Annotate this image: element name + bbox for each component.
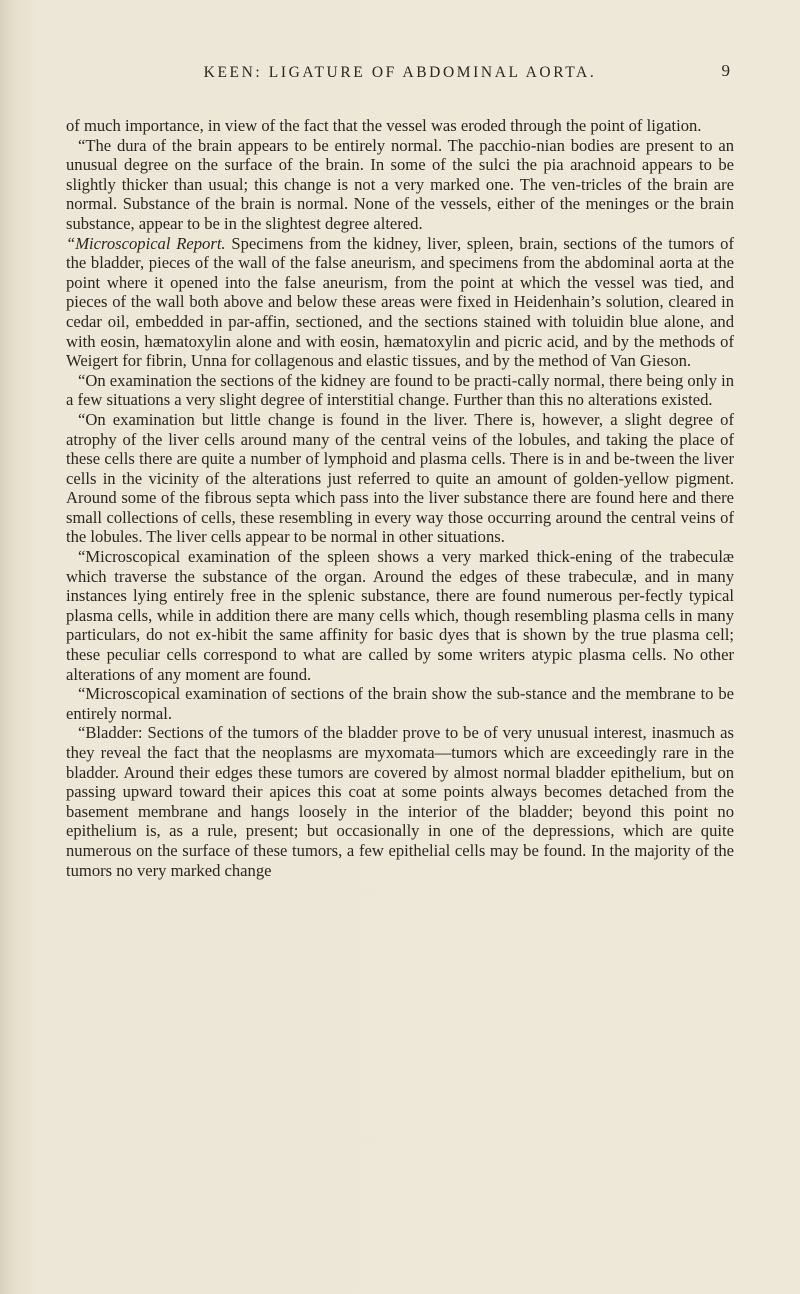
paragraph-bladder: “Bladder: Sections of the tumors of the bladder prove to be of very unusual interest, inasmuch as they reveal the fact that the neoplasms are myxomata—tumors which are exceedingly rare in the bladder. Around their edges these tumors are covered by almost normal bladder epithelium, but on passing upward toward their apices this coat at some points always becomes detached from the basement membrane and hangs loosely in the interior of the bladder; beyond this point no epithelium is, as a rule, present; but occasionally in one of the depressions, which are quite numerous on the surface of these tumors, a few epithelial cells may be found. In the majority of the tumors no very marked change xyxy=(66,723,734,880)
page-number: 9 xyxy=(721,61,730,80)
body-text xyxy=(66,116,734,880)
paragraph-brain: “Microscopical examination of sections of the brain show the sub-stance and the membrane to be entirely normal. xyxy=(66,684,734,723)
paragraph-microscopical-report xyxy=(66,234,734,371)
paragraph-liver: “On examination but little change is found in the liver. There is, however, a slight degree of atrophy of the liver cells around many of the central veins of the lobules, and taking the place of these cells there are quite a number of lymphoid and plasma cells. There is in and be-tween the liver cells in the vicinity of the alterations just referred to quite an amount of golden-yellow pigment. Around some of the fibrous septa which pass into the liver substance there are found here and there small collections of cells, these resembling in every way those occurring around the central veins of the lobules. The liver cells appear to be normal in other situations. xyxy=(66,409,734,547)
report-text: Specimens from the kidney, liver, spleen, brain, sections of the tumors of the bladder, pieces of the wall of the false aneurism, and specimens from the abdominal aorta at the point where it opened into the false aneurism, from the point at which the vessel was tied, and pieces of the wall both above and below these areas were fixed in Heidenhain’s solution, cleared in cedar oil, embedded in par-affin, sectioned, and the sections stained with toluidin blue alone, and with eosin, hæmatoxylin alone and with eosin, hæmatoxylin and picric acid, and by the methods of Weigert for fibrin, Unna for collagenous and elastic tissues, and by the method of Van Gieson. xyxy=(66,233,734,371)
report-heading: “Microscopical Report. xyxy=(66,233,226,253)
paragraph-spleen: “Microscopical examination of the spleen shows a very marked thick-ening of the trabeculæ which traverse the substance of the organ. Around the edges of these trabeculæ, and in many instances lying entirely free in the splenic substance, there are found numerous per-fectly typical plasma cells, while in addition there are many cells which, though resembling plasma cells in many particulars, do not ex-hibit the same affinity for basic dyes that is shown by the true plasma cell; these peculiar cells correspond to what are called by some writers atypic plasma cells. No other alterations of any moment are found. xyxy=(66,547,734,684)
paragraph-dura: “The dura of the brain appears to be entirely normal. The pacchio-nian bodies are present to an unusual degree on the surface of the brain. In some of the sulci the pia arachnoid appears to be slightly thicker than usual; this change is not a very marked one. The ven-tricles of the brain are normal. Substance of the brain is normal. None of the vessels, either of the meninges or the brain substance, appear to be in the slightest degree altered. xyxy=(66,135,734,233)
paragraph-kidney: “On examination the sections of the kidney are found to be practi-cally normal, there being only in a few situations a very slight degree of interstitial change. Further than this no alterations existed. xyxy=(66,370,734,410)
running-head: KEEN: LIGATURE OF ABDOMINAL AORTA. xyxy=(203,64,597,81)
paragraph-continuation: of much importance, in view of the fact that the vessel was eroded through the point of ligation. xyxy=(66,116,702,135)
